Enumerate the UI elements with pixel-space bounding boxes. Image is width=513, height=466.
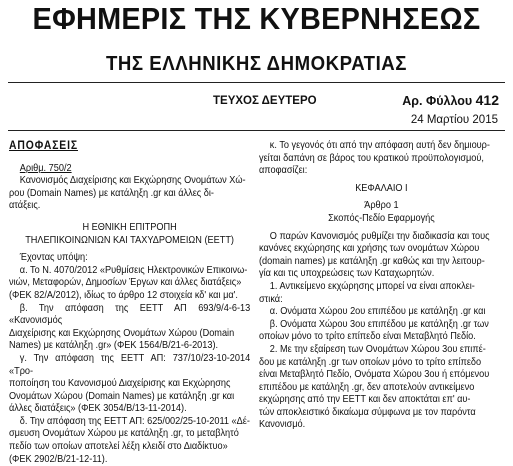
point-1-line: στικά: xyxy=(259,293,283,305)
point-b-line: β. Ονόματα Χώρου 3ου επιπέδου με κατάληξη .gr των xyxy=(269,318,489,330)
issue-label: ΤΕΥΧΟΣ ΔΕΥΤΕΡΟ xyxy=(213,95,317,107)
chapter-heading: ΚΕΦΑΛΑΙΟ Ι xyxy=(355,182,408,194)
sheet-number-value: 412 xyxy=(475,92,499,108)
point-b-line: οποίων μόνο το τρίτο επίπεδο είναι Μεταβλητό Πεδίο. xyxy=(259,331,476,343)
left-column xyxy=(9,140,250,466)
sheet-number xyxy=(402,92,499,108)
article-heading: Άρθρο 1 xyxy=(364,200,399,212)
recital-line: (ΦΕΚ 2902/Β/21-12-11). xyxy=(9,453,108,465)
gazette-subtitle: ΤΗΣ ΕΛΛΗΝΙΚΗΣ ΔΗΜΟΚΡΑΤΙΑΣ xyxy=(105,53,408,75)
header-divider xyxy=(8,82,505,83)
recital-line: α. Το Ν. 4070/2012 «Ρυθμίσεις Ηλεκτρονικών Επικοινω- xyxy=(19,264,248,276)
recital-line: (ΦΕΚ 82/Α/2012), ιδίως το άρθρο 12 στοιχεία κδ' και μα'. xyxy=(9,289,238,301)
recital-line: σμευση Ονομάτων Χώρου με κατάληξη .gr, το μεταβλητό xyxy=(9,428,239,440)
intro-line: γείται δαπάνη σε βάρος του κρατικού προϋπολογισμού, xyxy=(259,152,484,164)
gazette-title: ΕΦΗΜΕΡΙΣ ΤΗΣ ΚΥΒΕΡΝΗΣΕΩΣ xyxy=(32,1,481,36)
paragraph-line: γία και τις υποχρεώσεις των Καταχωρητών. xyxy=(259,268,435,280)
paragraph-line: (domain names) με κατάληξη .gr καθώς και την λειτουρ- xyxy=(259,255,485,267)
recital-line: δ. Την απόφαση της ΕΕΤΤ ΑΠ: 625/002/25-10-2011 «Δέ- xyxy=(19,415,250,427)
recital-line: Names) με κατάληξη .gr» (ΦΕΚ 1564/Β/21-6-2013). xyxy=(9,340,219,352)
sheet-label: Αρ. Φύλλου xyxy=(402,94,473,108)
recital-line: άλλες διατάξεις» (ΦΕΚ 3054/Β/13-11-2014). xyxy=(9,403,187,415)
recital-line: νιών, Μεταφορών, Δημοσίων Έργων και άλλες διατάξεις» xyxy=(9,277,242,289)
intro-line: κ. Το γεγονός ότι από την απόφαση αυτή δεν δημιουρ- xyxy=(269,140,490,151)
point-a: α. Ονόματα Χώρου 2ου επιπέδου με κατάληξη .gr και xyxy=(269,306,486,318)
publication-date: 24 Μαρτίου 2015 xyxy=(410,114,498,126)
recital-line: Ονομάτων Χώρου (Domain Names) με κατάληξη .gr και xyxy=(9,390,235,402)
decision-title-line: ρου (Domain Names) με κατάληξη .gr και άλλες δι- xyxy=(9,187,214,199)
recital-line: ποποίηση του Κανονισμού Διαχείρισης και Εκχώρησης xyxy=(9,378,231,390)
point-1-line: 1. Αντικείμενο εκχώρησης μπορεί να είναι αποκλει- xyxy=(269,280,475,292)
authority-name: Η ΕΘΝΙΚΗ ΕΠΙΤΡΟΠΗ xyxy=(82,221,177,233)
authority-name: ΤΗΛΕΠΙΚΟΙΝΩΝΙΩΝ ΚΑΙ ΤΑΧΥΔΡΟΜΕΙΩΝ (ΕΕΤΤ) xyxy=(25,234,235,246)
point-2-line: Κανονισμό. xyxy=(259,419,306,431)
decision-title-line: ατάξεις. xyxy=(9,200,41,212)
intro-line: αποφασίζει: xyxy=(259,165,308,177)
recital-line: Διαχείρισης και Εκχώρησης Ονομάτων Χώρου (Domain xyxy=(9,327,235,339)
date-divider xyxy=(8,130,505,131)
paragraph-line: κανόνες εκχώρησης και χρήσης των ονομάτων Χώρου xyxy=(259,243,480,255)
having-regard: Έχοντας υπόψη: xyxy=(19,252,88,264)
decision-number: Αριθμ. 750/2 xyxy=(19,162,72,174)
point-2-line: δου με κατάληξη .gr των οποίων μόνο το τρίτο επίπεδο xyxy=(259,356,482,368)
right-column xyxy=(259,140,504,432)
paragraph-line: Ο παρών Κανονισμός ρυθμίζει την διαδικασία και τους xyxy=(269,230,490,242)
article-title: Σκοπός-Πεδίο Εφαρμογής xyxy=(328,212,435,224)
point-2-line: εκχώρησης από την ΕΕΤΤ και δεν αποκτάται επ' αυ- xyxy=(259,394,471,406)
recital-line: γ. Την απόφαση της ΕΕΤΤ ΑΠ: 737/10/23-10-2014 «Τρο- xyxy=(9,352,251,377)
point-2-line: επιπέδου με κατάληξη .gr, δεν αποτελούν αντικείμενο xyxy=(259,381,475,393)
recital-line: πεδίο των οποίων αποτελεί λέξη κλειδί στο Διαδίκτυο» xyxy=(9,441,228,453)
section-title: ΑΠΟΦΑΣΕΙΣ xyxy=(9,140,79,152)
point-2-line: τών αποκλειστικό δικαίωμα σύμφωνα με τον παρόντα xyxy=(259,406,476,418)
point-2-line: 2. Με την εξαίρεση των Ονομάτων Χώρου 3ου επιπέ- xyxy=(269,343,486,355)
recital-line: β. Την απόφαση της ΕΕΤΤ ΑΠ 693/9/4-6-13 «Κανονισμός xyxy=(9,302,251,327)
point-2-line: είναι Μεταβλητό Πεδίο, Ονόματα Χώρου 3ου ή επόμενου xyxy=(259,369,490,381)
decision-title-line: Κανονισμός Διαχείρισης και Εκχώρησης Ονομάτων Χώ- xyxy=(19,175,246,187)
